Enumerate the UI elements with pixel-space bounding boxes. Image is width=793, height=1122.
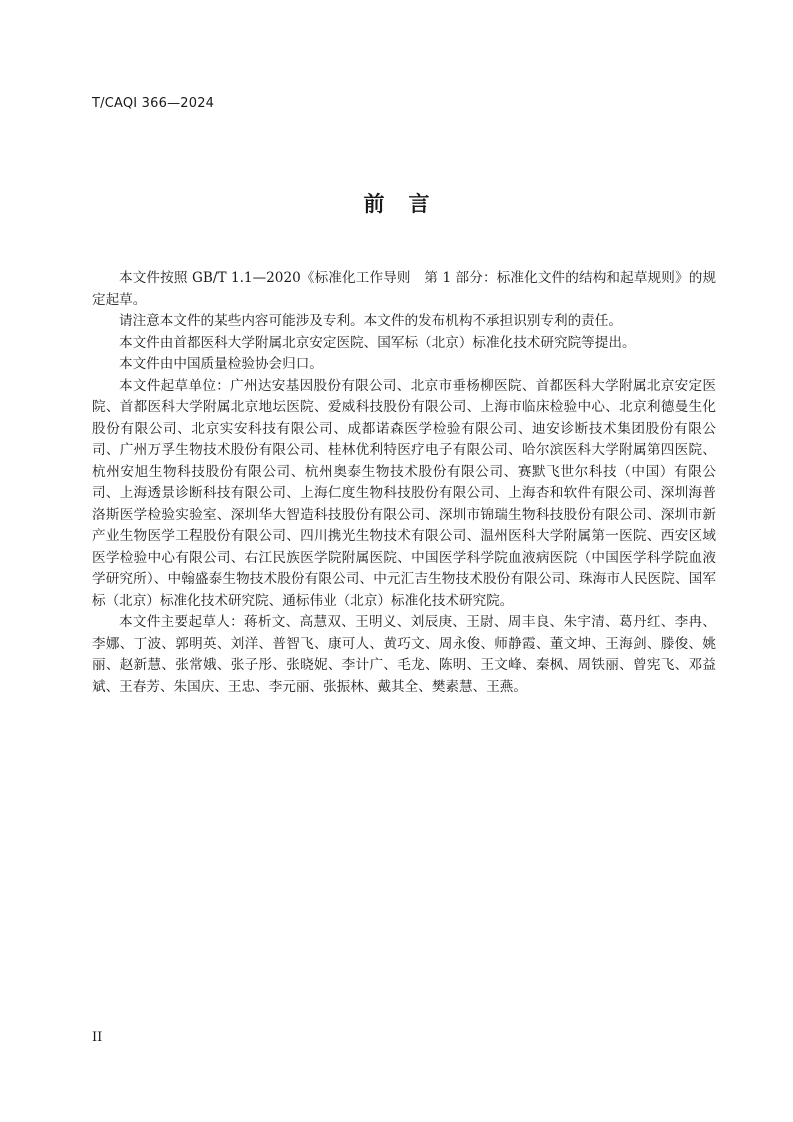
paragraph-drafters: 本文件主要起草人：蒋析文、高慧双、王明义、刘辰庚、王尉、周丰良、朱宇清、葛丹红、李冉、李娜、丁波、郭明英、刘洋、普智飞、康可人、黄巧文、周永俊、师静霞、董文坤、王海剑、滕俊、姚丽、赵新慧、张常娥、张子彤、张晓妮、李计广、毛龙、陈明、王文峰、秦枫、周铁丽、曾宪飞、邓益斌、王春芳、朱国庆、王忠、李元丽、张振林、戴其全、樊素慧、王燕。: [92, 614, 716, 695]
paragraph-patent-notice: 请注意本文件的某些内容可能涉及专利。本文件的发布机构不承担识别专利的责任。: [119, 313, 622, 329]
paragraph-drafting-rules: 本文件按照 GB/T 1.1—2020《标准化工作导则 第 1 部分：标准化文件的结构和起草规则》的规定起草。: [92, 270, 716, 308]
page-title: 前言: [363, 192, 454, 216]
preface-body: [92, 268, 716, 698]
paragraph-drafting-units: 本文件起草单位：广州达安基因股份有限公司、北京市垂杨柳医院、首都医科大学附属北京安定医院、首都医科大学附属北京地坛医院、爱威科技股份有限公司、上海市临床检验中心、北京利德曼生化股份有限公司、北京实安科技有限公司、成都诺森医学检验有限公司、迪安诊断技术集团股份有限公司、广州万孚生物技术股份有限公司、桂林优利特医疗电子有限公司、哈尔滨医科大学附属第四医院、杭州安旭生物科技股份有限公司、杭州奥泰生物技术股份有限公司、赛默飞世尔科技（中国）有限公司、上海透景诊断科技有限公司、上海仁度生物科技股份有限公司、上海杏和软件有限公司、深圳海普洛斯医学检验实验室、深圳华大智造科技股份有限公司、深圳市锦瑞生物科技股份有限公司、深圳市新产业生物医学工程股份有限公司、四川携光生物技术有限公司、温州医科大学附属第一医院、西安区域医学检验中心有限公司、右江民族医学院附属医院、中国医学科学院血液病医院（中国医学科学院血液学研究所）、中翰盛泰生物技术股份有限公司、中元汇吉生物技术股份有限公司、珠海市人民医院、国军标（北京）标准化技术研究院、通标伟业（北京）标准化技术研究院。: [92, 377, 716, 609]
paragraph-centralized-by: 本文件由中国质量检验协会归口。: [119, 356, 323, 372]
paragraph-proposed-by: 本文件由首都医科大学附属北京安定医院、国军标（北京）标准化技术研究院等提出。: [119, 334, 636, 351]
document-code: T/CAQI 366—2024: [92, 96, 215, 111]
page-number: II: [92, 1030, 103, 1045]
